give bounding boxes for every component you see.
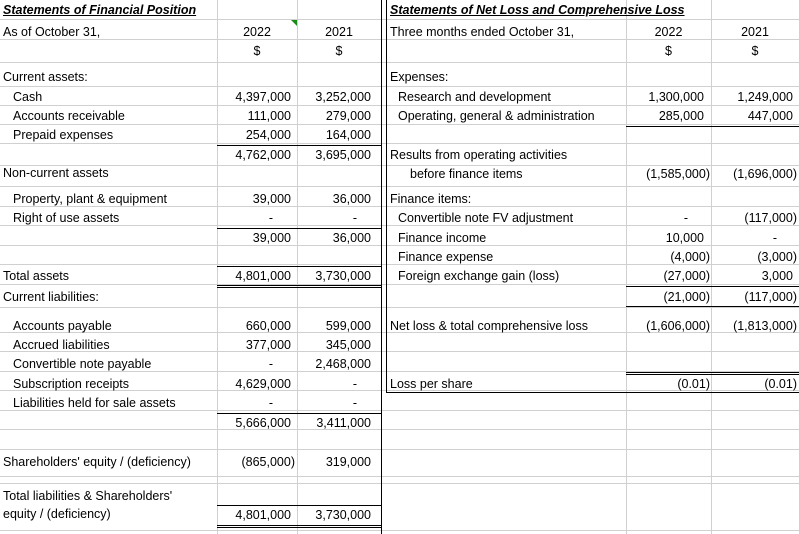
right-row-value-2022: - <box>683 211 688 225</box>
gridline <box>0 530 800 531</box>
left-row-label: Total assets <box>3 269 70 283</box>
left-row-value-2022: - <box>268 211 273 225</box>
panel-border <box>386 0 387 393</box>
left-subtitle: As of October 31, <box>3 25 101 39</box>
total-double-rule <box>217 285 381 286</box>
left-row-label: Right of use assets <box>13 211 120 225</box>
left-row-label: Convertible note payable <box>13 357 152 371</box>
right-eps-2022: (0.01) <box>677 377 710 391</box>
right-row-label: Finance income <box>398 231 487 245</box>
left-currency-2021: $ <box>335 44 343 58</box>
left-row-value-2022: 660,000 <box>245 319 291 333</box>
right-row-label: Finance expense <box>398 250 494 264</box>
left-currency-2022: $ <box>253 44 261 58</box>
left-row-label: Accrued liabilities <box>13 338 110 352</box>
right-row-value-2021: 1,249,000 <box>737 90 793 104</box>
right-row-value-2022: 285,000 <box>658 109 704 123</box>
right-row-label: Results from operating activities <box>390 148 568 162</box>
right-net-loss-2021: (1,813,000) <box>733 319 797 333</box>
left-row-value-2022: - <box>268 396 273 410</box>
gridline <box>626 0 627 534</box>
gridline <box>0 351 800 352</box>
subtotal-rule <box>217 145 381 146</box>
gridline <box>297 0 298 534</box>
left-row-value-2021: 345,000 <box>325 338 371 352</box>
left-subtotal-2022: 39,000 <box>252 231 291 245</box>
gridline <box>0 165 800 166</box>
right-row-label: Foreign exchange gain (loss) <box>398 269 560 283</box>
right-subtitle: Three months ended October 31, <box>390 25 575 39</box>
left-row-value-2022: 254,000 <box>245 128 291 142</box>
total-double-rule <box>217 527 381 528</box>
right-row-label: Research and development <box>398 90 551 104</box>
gridline <box>0 124 800 125</box>
gridline <box>0 62 800 63</box>
right-subtotal-2022: (21,000) <box>663 290 710 304</box>
gridline <box>0 186 800 187</box>
subtotal-rule <box>626 126 799 127</box>
right-year-2021: 2021 <box>741 25 769 39</box>
right-row-value-2022: (27,000) <box>663 269 710 283</box>
left-row-value-2022: 4,629,000 <box>235 377 291 391</box>
left-row-value-2022: 4,397,000 <box>235 90 291 104</box>
right-row-value-2022: 1,300,000 <box>648 90 704 104</box>
left-equity-2022: (865,000) <box>241 455 295 469</box>
left-row-value-2022: 377,000 <box>245 338 291 352</box>
right-row-value-2021: (3,000) <box>757 250 797 264</box>
right-eps-2021: (0.01) <box>764 377 797 391</box>
left-row-value-2021: - <box>352 396 357 410</box>
total-double-rule <box>217 525 381 526</box>
gridline <box>0 19 800 20</box>
right-year-2022: 2022 <box>654 25 683 39</box>
gridline <box>0 476 800 477</box>
gridline <box>0 105 800 106</box>
left-row-label: Liabilities held for sale assets <box>13 396 176 410</box>
right-row-value-2021: 3,000 <box>761 269 793 283</box>
panel-border <box>381 0 382 534</box>
subtotal-rule <box>217 413 381 414</box>
left-subtotal-2021: 3,411,000 <box>316 416 371 430</box>
right-row-value-2021: - <box>772 231 777 245</box>
left-year-2022: 2022 <box>243 25 271 39</box>
gridline <box>0 284 800 285</box>
gridline <box>0 86 800 87</box>
left-subtotal-2022: 5,666,000 <box>235 416 291 430</box>
left-row-value-2021: 36,000 <box>332 192 371 206</box>
left-row-label: Shareholders' equity / (deficiency) <box>3 455 191 469</box>
total-rule <box>217 505 381 506</box>
right-title: Statements of Net Loss and Comprehensive Loss <box>390 3 685 17</box>
right-currency-2021: $ <box>751 44 759 58</box>
gridline <box>0 307 800 308</box>
right-row-value-2022: 10,000 <box>665 231 704 245</box>
left-subtotal-2022: 4,762,000 <box>235 148 291 162</box>
total-double-rule <box>626 374 799 375</box>
gridline <box>0 449 800 450</box>
left-row-value-2021: 3,252,000 <box>315 90 371 104</box>
left-row-value-2021: 599,000 <box>325 319 371 333</box>
left-row-label: Current assets: <box>3 70 88 84</box>
left-row-value-2022: - <box>268 357 273 371</box>
left-row-value-2022: 39,000 <box>252 192 291 206</box>
right-row-label: Finance items: <box>390 192 472 206</box>
right-row-label: Operating, general & administration <box>398 109 595 123</box>
right-row-label: Loss per share <box>390 377 473 391</box>
left-year-2021: 2021 <box>325 25 353 39</box>
right-row-label: before finance items <box>410 167 523 181</box>
right-row-value-2022: (4,000) <box>670 250 710 264</box>
left-total-2021: 3,730,000 <box>315 269 371 283</box>
left-subtotal-2021: 3,695,000 <box>315 148 371 162</box>
left-grand-total-2022: 4,801,000 <box>235 508 291 522</box>
subtotal-rule <box>217 228 381 229</box>
left-row-label: Current liabilities: <box>3 290 99 304</box>
right-currency-2022: $ <box>665 44 672 58</box>
left-row-value-2021: 2,468,000 <box>315 357 371 371</box>
left-row-label: Subscription receipts <box>13 377 130 391</box>
left-row-label: Accounts payable <box>13 319 112 333</box>
gridline <box>0 483 800 484</box>
total-double-rule <box>626 372 799 373</box>
right-row-label: Net loss & total comprehensive loss <box>390 319 589 333</box>
right-subtotal-2021: (117,000) <box>744 290 797 304</box>
panel-bottom-border <box>386 392 799 393</box>
left-row-label: Accounts receivable <box>13 109 125 123</box>
gridline <box>217 0 218 534</box>
right-net-loss-2022: (1,606,000) <box>646 319 710 333</box>
total-rule <box>217 266 381 267</box>
right-row-value-2022: (1,585,000) <box>646 167 710 181</box>
gridline <box>0 143 800 144</box>
left-subtotal-2021: 36,000 <box>332 231 371 245</box>
left-row-value-2021: 279,000 <box>325 109 371 123</box>
left-title: Statements of Financial Position <box>3 3 197 17</box>
right-row-label: Convertible note FV adjustment <box>398 211 574 225</box>
right-row-value-2021: 447,000 <box>747 109 793 123</box>
left-row-label-clipped: Non-current assets <box>3 166 109 180</box>
gridline <box>711 0 712 534</box>
left-row-label: equity / (deficiency) <box>3 507 111 521</box>
left-row-label: Prepaid expenses <box>13 128 114 142</box>
right-row-value-2021: (1,696,000) <box>733 167 797 181</box>
left-equity-2021: 319,000 <box>325 455 371 469</box>
left-row-label: Property, plant & equipment <box>13 192 168 206</box>
left-row-value-2022: 111,000 <box>247 109 291 123</box>
right-row-value-2021: (117,000) <box>744 211 797 225</box>
left-grand-total-2021: 3,730,000 <box>315 508 371 522</box>
subtotal-rule <box>626 286 799 287</box>
gridline <box>0 429 800 430</box>
subtotal-rule <box>626 306 799 307</box>
left-row-value-2021: - <box>352 377 357 391</box>
right-row-label: Expenses: <box>390 70 449 84</box>
left-row-value-2021: 164,000 <box>325 128 371 142</box>
left-row-label: Total liabilities & Shareholders' <box>3 489 173 503</box>
left-total-2022: 4,801,000 <box>235 269 291 283</box>
total-double-rule <box>217 287 381 288</box>
left-row-value-2021: - <box>352 211 357 225</box>
left-row-label: Cash <box>13 90 43 104</box>
